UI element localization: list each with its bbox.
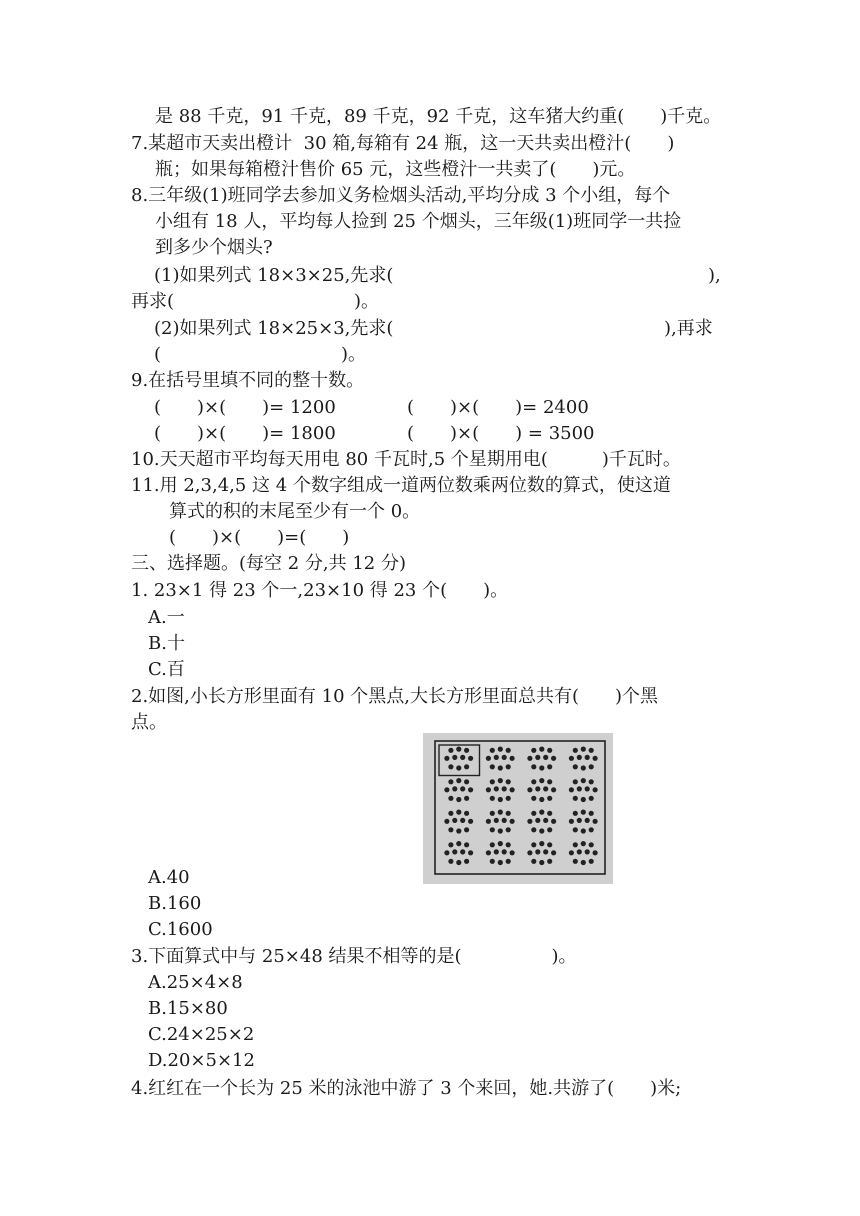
- dot-grid-svg: [423, 733, 613, 884]
- mc3-option-b: B.15×80: [148, 998, 228, 1019]
- section3-heading: 三、选择题。(每空 2 分,共 12 分): [131, 553, 407, 574]
- black-dot: [494, 755, 499, 760]
- black-dot: [490, 811, 495, 816]
- black-dot: [589, 748, 594, 753]
- black-dot: [573, 779, 578, 784]
- black-dot: [506, 842, 511, 847]
- black-dot: [581, 747, 586, 752]
- black-dot: [531, 842, 536, 847]
- black-dot: [531, 748, 536, 753]
- black-dot: [486, 787, 491, 792]
- black-dot: [577, 818, 582, 823]
- black-dot: [502, 818, 507, 823]
- black-dot: [444, 819, 449, 824]
- black-dot: [448, 827, 453, 832]
- black-dot: [510, 787, 515, 792]
- black-dot: [490, 842, 495, 847]
- q11-line2: 算式的积的末尾至少有一个 0。: [169, 501, 421, 522]
- q11-line1: 11.用 2,3,4,5 这 4 个数字组成一道两位数乘两位数的算式，使这道: [131, 475, 671, 496]
- black-dot: [577, 755, 582, 760]
- black-dot: [510, 850, 515, 855]
- black-dot: [490, 827, 495, 832]
- black-dot: [531, 779, 536, 784]
- black-dot: [531, 764, 536, 769]
- black-dot: [456, 860, 461, 865]
- black-dot: [531, 859, 536, 864]
- black-dot: [494, 786, 499, 791]
- black-dot: [573, 827, 578, 832]
- black-dot: [448, 764, 453, 769]
- black-dot: [581, 828, 586, 833]
- q7-line1: 7.某超市天卖出橙计 30 箱,每箱有 24 瓶，这一天共卖出橙汁( ): [131, 133, 675, 154]
- black-dot: [464, 796, 469, 801]
- black-dot: [502, 786, 507, 791]
- black-dot: [456, 778, 461, 783]
- black-dot: [585, 786, 590, 791]
- black-dot: [498, 747, 503, 752]
- black-dot: [498, 765, 503, 770]
- black-dot: [547, 779, 552, 784]
- q9-eq3: ( )×( )= 1800: [154, 423, 336, 444]
- black-dot: [490, 748, 495, 753]
- black-dot: [539, 810, 544, 815]
- black-dot: [460, 786, 465, 791]
- black-dot: [543, 786, 548, 791]
- black-dot: [593, 756, 598, 761]
- mc1-option-a: A.一: [148, 607, 185, 628]
- black-dot: [539, 778, 544, 783]
- mc2-question-line2: 点。: [131, 712, 167, 733]
- black-dot: [569, 819, 574, 824]
- black-dot: [527, 819, 532, 824]
- black-dot: [448, 796, 453, 801]
- mc1-option-c: C.百: [148, 659, 185, 680]
- q10-text: 10.天天超市平均每天用电 80 千瓦时,5 个星期用电( )千瓦时。: [131, 449, 681, 470]
- black-dot: [531, 811, 536, 816]
- q11-formula: ( )×( )=( ): [169, 527, 350, 548]
- black-dot: [468, 819, 473, 824]
- black-dot: [589, 764, 594, 769]
- black-dot: [577, 786, 582, 791]
- black-dot: [502, 849, 507, 854]
- q8-sub1-line2: 再求( )。: [131, 291, 380, 312]
- black-dot: [577, 849, 582, 854]
- black-dot: [460, 818, 465, 823]
- black-dot: [573, 764, 578, 769]
- q7-line2: 瓶；如果每箱橙汁售价 65 元，这些橙汁一共卖了( )元。: [155, 159, 636, 180]
- black-dot: [510, 819, 515, 824]
- black-dot: [535, 849, 540, 854]
- black-dot: [498, 797, 503, 802]
- black-dot: [527, 756, 532, 761]
- black-dot: [490, 796, 495, 801]
- black-dot: [547, 827, 552, 832]
- black-dot: [494, 818, 499, 823]
- mc3-question: 3.下面算式中与 25×48 结果不相等的是( )。: [131, 946, 577, 967]
- mc2-option-c: C.1600: [148, 919, 213, 940]
- black-dot: [573, 842, 578, 847]
- q8-sub2-a: (2)如果列式 18×25×3,先求(: [154, 318, 394, 339]
- black-dot: [569, 787, 574, 792]
- black-dot: [589, 811, 594, 816]
- black-dot: [448, 859, 453, 864]
- black-dot: [539, 860, 544, 865]
- black-dot: [539, 841, 544, 846]
- black-dot: [444, 756, 449, 761]
- black-dot: [581, 797, 586, 802]
- black-dot: [539, 797, 544, 802]
- black-dot: [581, 765, 586, 770]
- black-dot: [539, 765, 544, 770]
- black-dot: [543, 849, 548, 854]
- mc3-option-d: D.20×5×12: [148, 1050, 255, 1071]
- black-dot: [539, 747, 544, 752]
- black-dot: [486, 756, 491, 761]
- black-dot: [581, 810, 586, 815]
- black-dot: [589, 859, 594, 864]
- q8-sub2-line2: ( )。: [154, 344, 367, 365]
- black-dot: [468, 756, 473, 761]
- mc3-option-a: A.25×4×8: [148, 972, 243, 993]
- black-dot: [448, 779, 453, 784]
- dot-grid-figure: [423, 733, 613, 884]
- q8-line3: 到多少个烟头?: [155, 237, 273, 258]
- black-dot: [589, 796, 594, 801]
- black-dot: [589, 779, 594, 784]
- black-dot: [547, 796, 552, 801]
- black-dot: [539, 828, 544, 833]
- black-dot: [460, 755, 465, 760]
- black-dot: [573, 796, 578, 801]
- black-dot: [460, 849, 465, 854]
- q8-sub1-a: (1)如果列式 18×3×25,先求(: [154, 265, 394, 286]
- black-dot: [490, 859, 495, 864]
- black-dot: [464, 764, 469, 769]
- black-dot: [581, 860, 586, 865]
- black-dot: [456, 841, 461, 846]
- black-dot: [585, 818, 590, 823]
- black-dot: [535, 755, 540, 760]
- black-dot: [464, 842, 469, 847]
- mc2-question-line1: 2.如图,小长方形里面有 10 个黑点,大长方形里面总共有( )个黑: [131, 686, 659, 707]
- black-dot: [543, 818, 548, 823]
- black-dot: [543, 755, 548, 760]
- black-dot: [456, 765, 461, 770]
- black-dot: [547, 764, 552, 769]
- black-dot: [535, 786, 540, 791]
- black-dot: [585, 755, 590, 760]
- black-dot: [468, 787, 473, 792]
- black-dot: [506, 859, 511, 864]
- black-dot: [589, 842, 594, 847]
- black-dot: [444, 850, 449, 855]
- black-dot: [468, 850, 473, 855]
- black-dot: [569, 850, 574, 855]
- mc1-option-b: B.十: [148, 633, 185, 654]
- black-dot: [494, 849, 499, 854]
- black-dot: [506, 748, 511, 753]
- black-dot: [547, 811, 552, 816]
- black-dot: [506, 796, 511, 801]
- black-dot: [464, 859, 469, 864]
- black-dot: [593, 850, 598, 855]
- q8-line2: 小组有 18 人，平均每人捡到 25 个烟头，三年级(1)班同学一共捡: [155, 211, 682, 232]
- black-dot: [456, 810, 461, 815]
- black-dot: [569, 756, 574, 761]
- black-dot: [506, 764, 511, 769]
- black-dot: [573, 748, 578, 753]
- black-dot: [486, 819, 491, 824]
- mc4-question: 4.红红在一个长为 25 米的泳池中游了 3 个来回，她.共游了( )米;: [131, 1078, 682, 1099]
- black-dot: [464, 811, 469, 816]
- black-dot: [464, 827, 469, 832]
- black-dot: [535, 818, 540, 823]
- black-dot: [593, 819, 598, 824]
- mc2-option-b: B.160: [148, 893, 202, 914]
- black-dot: [531, 796, 536, 801]
- black-dot: [452, 786, 457, 791]
- black-dot: [506, 827, 511, 832]
- black-dot: [547, 748, 552, 753]
- black-dot: [490, 779, 495, 784]
- black-dot: [448, 842, 453, 847]
- black-dot: [527, 787, 532, 792]
- q9-eq1: ( )×( )= 1200: [154, 397, 336, 418]
- black-dot: [551, 756, 556, 761]
- q6-continuation: 是 88 千克，91 千克，89 千克，92 千克，这车猪大约重( )千克。: [155, 106, 722, 127]
- black-dot: [456, 828, 461, 833]
- black-dot: [585, 849, 590, 854]
- black-dot: [448, 748, 453, 753]
- q8-line1: 8.三年级(1)班同学去参加义务检烟头活动,平均分成 3 个小组，每个: [131, 185, 671, 206]
- black-dot: [551, 850, 556, 855]
- black-dot: [498, 828, 503, 833]
- black-dot: [506, 811, 511, 816]
- black-dot: [593, 787, 598, 792]
- black-dot: [573, 859, 578, 864]
- q9-eq4: ( )×( ) = 3500: [407, 423, 595, 444]
- black-dot: [464, 748, 469, 753]
- black-dot: [547, 859, 552, 864]
- black-dot: [464, 779, 469, 784]
- black-dot: [551, 787, 556, 792]
- q9-eq2: ( )×( )= 2400: [407, 397, 589, 418]
- black-dot: [486, 850, 491, 855]
- q9-title: 9.在括号里填不同的整十数。: [131, 370, 365, 391]
- black-dot: [510, 756, 515, 761]
- mc2-option-a: A.40: [148, 867, 190, 888]
- black-dot: [547, 842, 552, 847]
- q8-sub1-b: ),: [708, 265, 721, 286]
- black-dot: [456, 797, 461, 802]
- black-dot: [531, 827, 536, 832]
- black-dot: [589, 827, 594, 832]
- black-dot: [498, 841, 503, 846]
- black-dot: [573, 811, 578, 816]
- black-dot: [581, 778, 586, 783]
- mc1-question: 1. 23×1 得 23 个一,23×10 得 23 个( )。: [131, 580, 509, 601]
- mc3-option-c: C.24×25×2: [148, 1024, 255, 1045]
- black-dot: [581, 841, 586, 846]
- black-dot: [444, 787, 449, 792]
- q8-sub2-b: ),再求: [664, 318, 713, 339]
- black-dot: [551, 819, 556, 824]
- black-dot: [490, 764, 495, 769]
- black-dot: [498, 778, 503, 783]
- black-dot: [506, 779, 511, 784]
- black-dot: [502, 755, 507, 760]
- black-dot: [448, 811, 453, 816]
- black-dot: [456, 747, 461, 752]
- black-dot: [498, 810, 503, 815]
- black-dot: [452, 849, 457, 854]
- black-dot: [452, 755, 457, 760]
- black-dot: [498, 860, 503, 865]
- black-dot: [452, 818, 457, 823]
- black-dot: [527, 850, 532, 855]
